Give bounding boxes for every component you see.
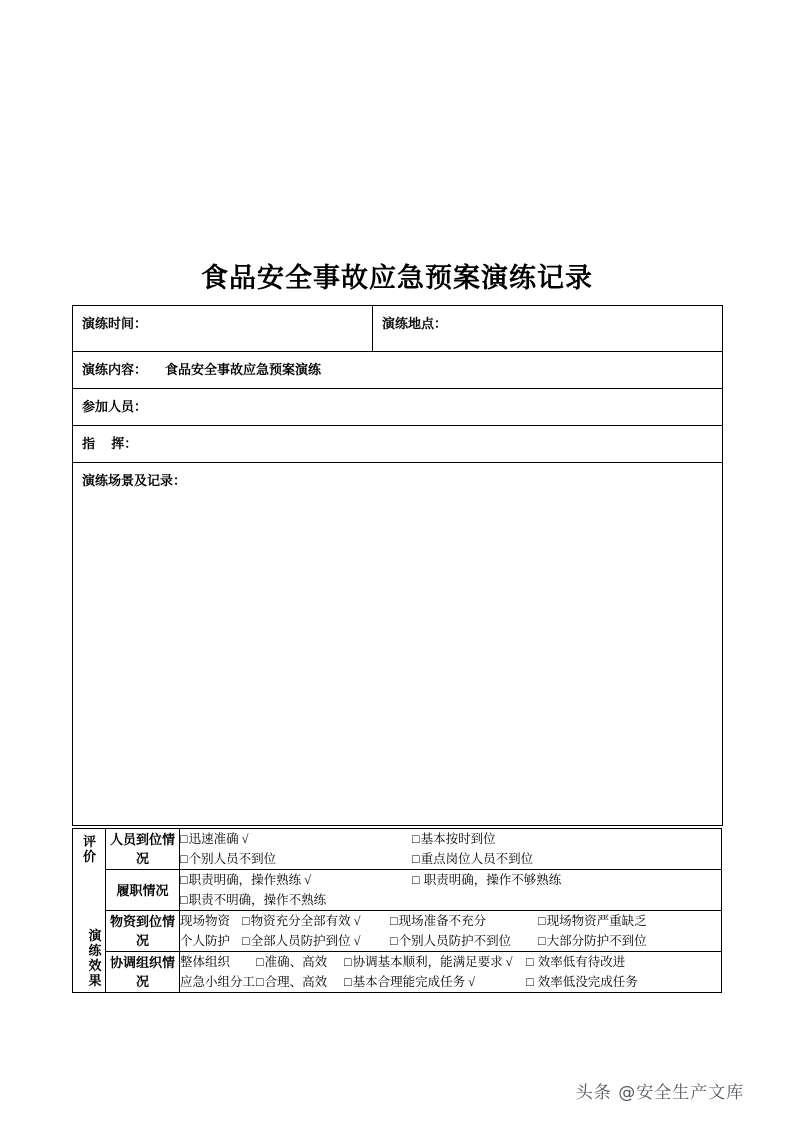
drill-content-label: 演练内容： [82, 362, 148, 377]
option-line [180, 952, 721, 972]
eval-side-label-bottom: 演练效果 [88, 928, 102, 988]
cell-scene-record[interactable] [73, 463, 723, 826]
checkbox-option[interactable]: □ 职责明确，操作不够熟练 [412, 870, 561, 890]
checkbox-option[interactable]: □ 迅速准确 √ [180, 829, 412, 849]
commander-label: 指 挥： [82, 436, 138, 451]
checkbox-option[interactable]: □ 基本按时到位 [412, 829, 496, 849]
option-line [180, 829, 721, 849]
checkbox-option[interactable]: □ 现场准备不充分 [390, 911, 538, 931]
checkbox-option[interactable]: □ 个别人员防护不到位 [390, 931, 538, 951]
table-row-scene-record [73, 463, 723, 826]
table-row-content [73, 352, 723, 389]
drill-content-line [73, 352, 722, 387]
eval-options-materials [180, 911, 722, 952]
eval-row-personnel [73, 829, 722, 870]
option-prefix: 应急小组分工 [180, 975, 256, 989]
page-title: 食品安全事故应急预案演练记录 [201, 263, 593, 293]
eval-options-duty [180, 870, 722, 911]
eval-row-duty [73, 870, 722, 911]
eval-category-personnel: 人员到位情况 [106, 829, 180, 870]
cell-drill-place[interactable] [373, 306, 723, 352]
option-prefix: 整体组织 [180, 955, 231, 969]
drill-place-label: 演练地点： [382, 316, 448, 331]
option-prefix: 现场物资 [180, 914, 231, 928]
option-line [180, 931, 721, 951]
header-form-table [72, 305, 723, 826]
drill-content-value: 食品安全事故应急预案演练 [165, 362, 322, 377]
eval-options-personnel [180, 829, 722, 870]
tick-mark: √ [505, 955, 513, 969]
evaluation-table [72, 828, 722, 993]
checkbox-option[interactable]: □ 大部分防护不到位 [538, 931, 647, 951]
checkbox-option[interactable]: □ 基本合理能完成任务 √ [344, 972, 526, 992]
option-line [180, 911, 721, 931]
eval-options-coordination [180, 952, 722, 993]
participants-label: 参加人员： [82, 399, 148, 414]
checkbox-option[interactable]: □ 准确、高效 [256, 952, 344, 972]
option-line [180, 972, 721, 992]
cell-drill-content[interactable] [73, 352, 723, 389]
eval-category-duty: 履职情况 [106, 870, 180, 911]
footer-watermark: 头条 @安全生产文库 [575, 1083, 745, 1103]
eval-category-materials: 物资到位情况 [106, 911, 180, 952]
eval-side-label-cell [73, 829, 106, 993]
cell-drill-time[interactable] [73, 306, 373, 352]
option-line [180, 870, 721, 890]
eval-category-coordination: 协调组织情况 [106, 952, 180, 993]
tick-mark: √ [353, 934, 361, 948]
checkbox-option[interactable]: □ 职责不明确，操作不熟练 [180, 890, 412, 910]
checkbox-option[interactable]: □ 全部人员防护到位 √ [242, 931, 390, 951]
option-line [180, 849, 721, 869]
tick-mark: √ [241, 832, 249, 846]
cell-participants[interactable] [73, 389, 723, 426]
checkbox-option[interactable]: □ 物资充分全部有效 √ [242, 911, 390, 931]
checkbox-option[interactable]: □ 合理、高效 [256, 972, 344, 992]
checkbox-option[interactable]: □ 效率低没完成任务 [526, 972, 638, 992]
drill-time-label: 演练时间： [82, 316, 148, 331]
option-prefix: 个人防护 [180, 934, 231, 948]
checkbox-option[interactable]: □ 现场物资严重缺乏 [538, 911, 647, 931]
checkbox-option[interactable]: □ 职责明确，操作熟练 √ [180, 870, 412, 890]
tick-mark: √ [304, 873, 311, 887]
table-row-participants [73, 389, 723, 426]
checkbox-option[interactable]: □ 个别人员不到位 [180, 849, 412, 869]
eval-side-label-top: 评价 [82, 834, 96, 864]
table-row-time-place [73, 306, 723, 352]
cell-commander[interactable] [73, 426, 723, 463]
eval-row-coordination [73, 952, 722, 993]
checkbox-option[interactable]: □ 重点岗位人员不到位 [412, 849, 533, 869]
scene-record-label: 演练场景及记录： [82, 473, 187, 488]
tick-mark: √ [468, 975, 475, 989]
checkbox-option[interactable]: □ 协调基本顺利，能满足要求 √ [344, 952, 526, 972]
option-line [180, 890, 721, 910]
checkbox-option[interactable]: □ 效率低有待改进 [526, 952, 625, 972]
table-row-commander [73, 426, 723, 463]
eval-row-materials [73, 911, 722, 952]
tick-mark: √ [353, 914, 361, 928]
